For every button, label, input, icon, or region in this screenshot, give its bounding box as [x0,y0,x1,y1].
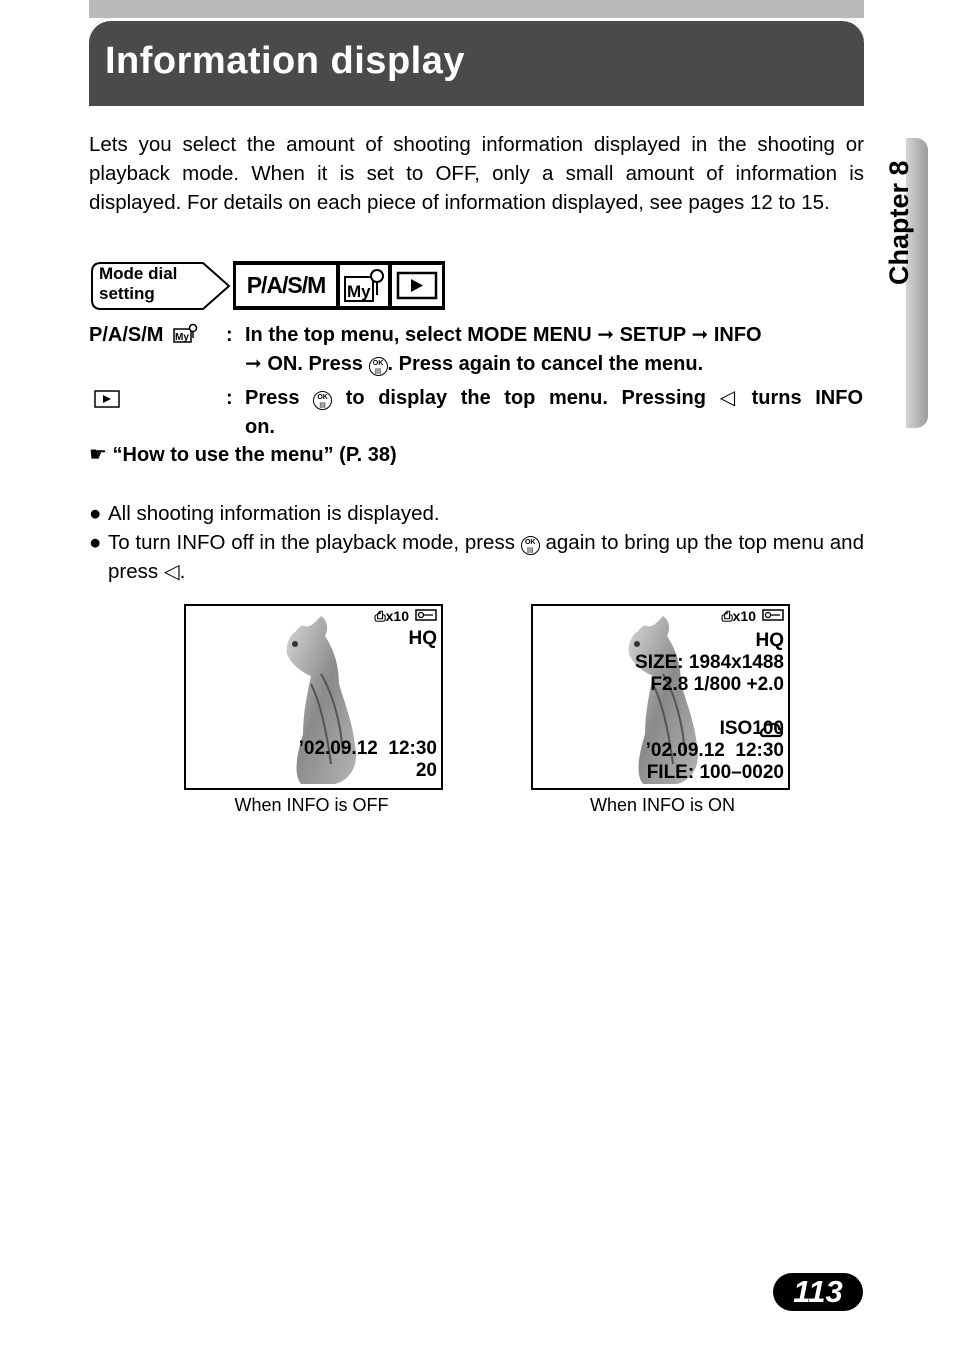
menu-reference [89,441,397,470]
mode-dial-label [91,262,231,310]
intro-paragraph: Lets you select the amount of shooting information displayed in the shooting or playback mode. When it is set to OFF, only a small amount of information is displayed. For details on each piece of information displayed, see pages 12 to 15. [89,133,864,214]
ok-button-icon: OK ▤ [313,391,332,410]
playback-instruction [245,384,863,442]
arrow-right-icon: ➞ [245,353,262,375]
screen-top-icons [721,606,784,626]
pasm-instruction [245,321,863,379]
mode-icons-box [233,261,445,310]
date-time-label: ’02.09.12 12:30 [298,738,437,759]
arrow-right-icon: ➞ [597,324,615,346]
mode-dial-line2: setting [99,284,155,303]
protect-key-icon [415,605,437,627]
screen-text-block [635,630,784,784]
playback-step-3: turns INFO on. [245,387,864,438]
pasm-colon: : [226,324,233,346]
page-number: 113 [773,1273,863,1311]
playback-step-2: to display the top menu. Pressing [345,387,706,409]
page-title: Information display [105,40,465,82]
pasm-step-3: INFO [713,324,762,346]
playback-colon: : [226,387,233,409]
caption-info-off: When INFO is OFF [234,795,389,815]
my-mode-small-icon [173,323,199,343]
pasm-step-1: In the top menu, select MODE MENU [245,324,592,346]
size-label: SIZE: 1984x1488 [635,652,784,673]
pasm-step-2: SETUP [619,324,686,346]
svg-text:My: My [347,282,371,301]
my-mode-icon [340,265,388,306]
quality-label: HQ [408,628,437,649]
pasm-step-4: ON. Press [267,353,363,375]
left-arrow-icon: ◁ [163,560,180,583]
bullet-icon: ● [89,502,102,525]
mode-pasm-icon: P/A/S/M [236,265,336,306]
chapter-label: Chapter 8 [884,160,914,286]
date-time-label: ’02.09.12 12:30 [645,740,784,761]
exposure-label: F2.8 1/800 +2.0 [650,674,784,695]
list-item: ● To turn INFO off in the playback mode, press OK ▤ again to bring up the top menu and press ◁. [89,528,864,586]
print-count: x10 [732,608,756,624]
playback-mode-icon [392,265,442,306]
screen-info-off [184,604,443,790]
ok-button-icon: OK ▤ [369,357,388,376]
bullet-list [89,499,864,586]
quality-label: HQ [755,630,784,651]
list-item: ● All shooting information is displayed. [89,499,864,528]
screen-text-bottom [299,738,437,782]
iso-label: ISO100 [719,718,784,739]
bullet-icon: ● [89,531,102,554]
pasm-label-row [89,321,199,350]
print-reserve-icon: ⎙x10 [721,608,756,624]
pointing-hand-icon: ☛ [89,444,107,466]
ok-button-icon: OK ▤ [521,536,540,555]
menu-reference-text: “How to use the menu” (P. 38) [112,444,397,466]
playback-step-1: Press [245,387,300,409]
caption-info-on: When INFO is ON [589,795,736,815]
screen-top-icons [374,606,437,626]
title-bar [89,18,864,106]
print-reserve-icon: ⎙x10 [374,608,409,624]
left-arrow-icon: ◁ [719,387,739,409]
svg-text:My: My [175,332,189,343]
mode-dial-line1: Mode dial [99,264,178,283]
pasm-step-5: . Press again to cancel the menu. [387,353,704,375]
screen-text-top [409,628,438,650]
screen-info-on [531,604,790,790]
playback-small-icon [94,386,120,415]
print-count: x10 [385,608,409,624]
arrow-right-icon: ➞ [691,324,709,346]
pasm-label: P/A/S/M [89,324,164,346]
frame-count-label: 20 [415,760,437,781]
file-number-label: FILE: 100–0020 [646,762,784,783]
white-balance-cloudy-icon [635,696,784,718]
protect-key-icon [762,605,784,627]
header-top-strip [89,0,864,18]
